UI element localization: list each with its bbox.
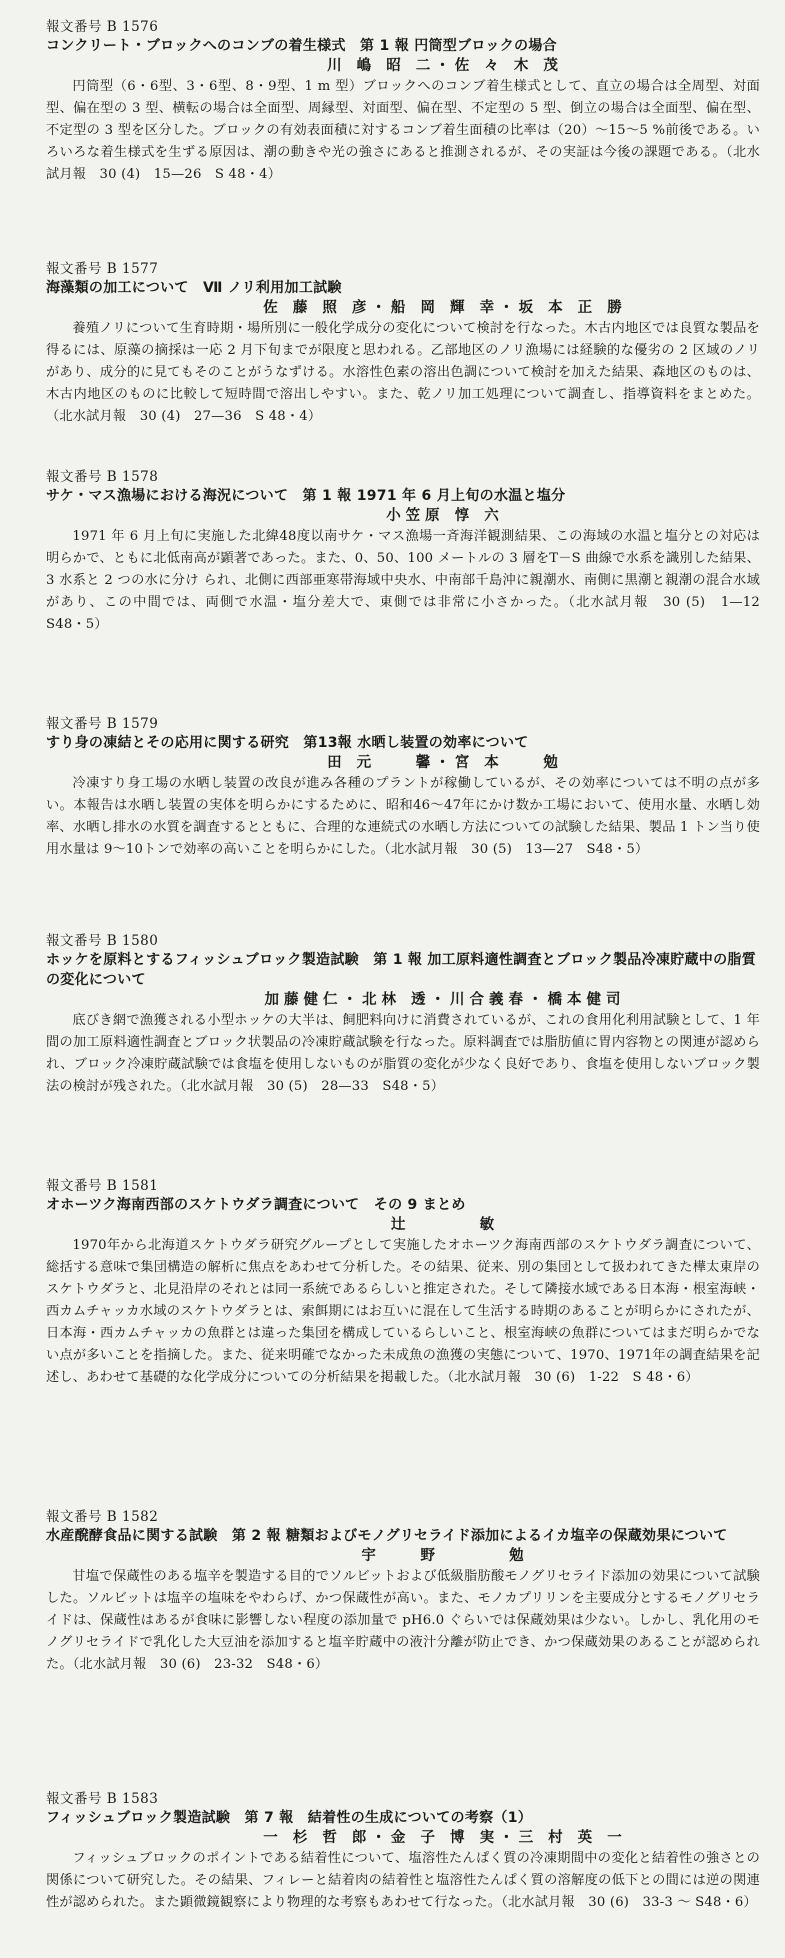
report-number: 報文番号 B 1577 [46, 261, 159, 277]
report-title: 水産醗酵食品に関する試験 第 2 報 糖類およびモノグリセライド添加によるイカ塩辛の保蔵効果について [46, 1528, 728, 1544]
entry-b1580 [40, 932, 760, 1098]
report-authors: 川 嶋 昭 二・佐 々 木 茂 [327, 58, 563, 74]
report-authors: 佐 藤 照 彦・船 岡 輝 幸・坂 本 正 勝 [263, 300, 627, 316]
entry-b1581 [40, 1177, 760, 1389]
report-number: 報文番号 B 1579 [46, 716, 159, 732]
entry-b1583 [40, 1790, 760, 1914]
report-title: ホッケを原料とするフィッシュブロック製造試験 第 1 報 加工原料適性調査とブロック製品冷凍貯蔵中の脂質の変化について [46, 952, 756, 988]
report-abstract: 養殖ノリについて生育時期・場所別に一般化学成分の変化について検討を行なった。木古内地区では良質な製品を得るには、原藻の摘採は一応 2 月下旬までが限度と思われる。乙部地区のノリ漁場には経験的な優劣の 2 区域のノリがあり、成分的に見てもそのことがうなずける。水溶性色素の溶出色調について検討を加えた結果、森地区のものは、木古内地区のものに比較して短時間で溶出しやすい。また、乾ノリ加工処理について調査し、指導資料をまとめた。（北水試月報 30 (4) 27—36 S 48・4） [46, 321, 760, 424]
report-number: 報文番号 B 1578 [46, 469, 159, 485]
report-authors: 宇 野 勉 [361, 1548, 529, 1564]
report-title: コンクリート・ブロックへのコンブの着生様式 第 1 報 円筒型ブロックの場合 [46, 38, 557, 54]
report-abstract: 1970年から北海道スケトウダラ研究グループとして実施したオホーツク海南西部のスケトウダラ調査について、総括する意味で集団構造の解析に焦点をあわせて分析した。その結果、従来、別の集団として扱われてきた樺太東岸のスケトウダラと、北見沿岸のそれとは同一系統であるらしいと推定された。そして隣接水域である日本海・根室海峡・西カムチャッカ水域のスケトウダラとは、索餌期にはお互いに混在して生活する時期のあることが明らかにされたが、日本海・西カムチャッカの魚群とは違った集団を構成しているらしいこと、根室海峡の魚群についてはまだ明らかでない点が多いことを指摘した。また、従来明確でなかった未成魚の漁獲の実態について、1970、1971年の調査結果を記述し、あわせて基礎的な化学成分についての分析結果を掲載した。（北水試月報 30 (6) 1-22 S 48・6） [46, 1238, 760, 1385]
report-authors: 一 杉 哲 郎・金 子 博 実・三 村 英 一 [263, 1830, 627, 1846]
report-abstract: 底びき網で漁獲される小型ホッケの大半は、飼肥料向けに消費されているが、これの食用化利用試験として、1 年間の加工原料適性調査とブロック状製品の冷凍貯蔵試験を行なった。原料調査では脂肪値に胃内容物との関連が認められ、ブロック冷凍貯蔵試験では食塩を使用しないものが脂質の変化が少なく良好であり、食塩を使用しないブロック製法の検討が残された。（北水試月報 30 (5) 28—33 S48・5） [46, 1013, 760, 1094]
report-number: 報文番号 B 1576 [46, 19, 159, 35]
report-abstract: 1971 年 6 月上旬に実施した北緯48度以南サケ・マス漁場一斉海洋観測結果、この海域の水温と塩分との対応は明らかで、ともに北低南高が顕著であった。また、0、50、100 メートルの 3 層をT－S 曲線で水系を識別した結果、3 水系と 2 つの水に分け られ、北側に西部亜寒帯海域中央水、中南部千島沖に親潮水、南側に黒潮と親潮の混合水域があり、この中間では、両側で水温・塩分差大で、東側では非常に小さかった。（北水試月報 30 (5) 1—12 S48・5） [46, 529, 774, 632]
entry-b1582 [40, 1508, 760, 1676]
report-title: 海藻類の加工について Ⅶ ノリ利用加工試験 [46, 280, 342, 296]
report-abstract: フィッシュブロックのポイントである結着性について、塩溶性たんぱく質の冷凍期間中の変化と結着性の強さとの関係について研究した。その結果、フィレーと結着肉の結着性と塩溶性たんぱく質の溶解度の低下との間には逆の関連性が認められた。また顕微鏡観察により物理的な考察もあわせて行なった。（北水試月報 30 (6) 33-3 〜 S48・6） [46, 1851, 760, 1910]
report-authors: 加藤健仁・北林 透・川合義春・橋本健司 [264, 992, 626, 1008]
report-authors: 辻 敏 [390, 1217, 500, 1233]
report-title: すり身の凍結とその応用に関する研究 第13報 水晒し装置の効率について [46, 735, 529, 751]
report-title: フィッシュブロック製造試験 第 7 報 結着性の生成についての考察（1） [46, 1810, 533, 1826]
report-number: 報文番号 B 1582 [46, 1509, 159, 1525]
report-title: サケ・マス漁場における海況について 第 1 報 1971 年 6 月上旬の水温と塩分 [46, 488, 566, 504]
entry-b1579 [40, 715, 760, 861]
report-number: 報文番号 B 1580 [46, 933, 159, 949]
report-authors: 田 元 馨・宮 本 勉 [327, 755, 563, 771]
entry-b1576 [40, 18, 760, 186]
report-abstract: 円筒型（6・6型、3・6型、8・9型、1 m 型）ブロックへのコンブ着生様式として、直立の場合は全周型、対面型、偏在型の 3 型、横転の場合は全面型、周縁型、対面型、偏在型、不定型の 5 型、倒立の場合は全面型、偏在型、不定型の 3 型を区分した。ブロックの有効表面積に対するコンブ着生面積の比率は（20）〜15〜5 %前後である。いろいろな着生様式を生ずる原因は、潮の動きや光の強さにあると推測されるが、その実証は今後の課題である。（北水試月報 30 (4) 15—26 S 48・4） [46, 79, 760, 182]
report-title: オホーツク海南西部のスケトウダラ調査について その 9 まとめ [46, 1197, 466, 1213]
report-authors: 小笠原 惇 六 [386, 508, 504, 524]
report-abstract: 冷凍すり身工場の水晒し装置の改良が進み各種のプラントが稼働しているが、その効率については不明の点が多い。本報告は水晒し装置の実体を明らかにするために、昭和46〜47年にかけ数か工場において、使用水量、水晒し効率、水晒し排水の水質を調査するとともに、合理的な連続式の水晒し方法についての試験した結果、製品 1 トン当り使用水量は 9〜10トンで効率の高いことを明らかにした。（北水試月報 30 (5) 13—27 S48・5） [46, 776, 760, 857]
report-number: 報文番号 B 1583 [46, 1791, 159, 1807]
report-abstract: 甘塩で保蔵性のある塩辛を製造する目的でソルビットおよび低級脂肪酸モノグリセライド添加の効果について試験した。ソルビットは塩辛の塩味をやわらげ、かつ保蔵性が高い。また、モノカプリリンを主要成分とするモノグリセライドは、保蔵性はあるが食味に影響しない程度の添加量で pH6.0 ぐらいでは保蔵効果は少ない。しかし、乳化用のモノグリセライドで乳化した大豆油を添加すると塩辛貯蔵中の液汁分離が防止でき、かつ保蔵効果のあることが認められた。（北水試月報 30 (6) 23-32 S48・6） [46, 1569, 760, 1672]
entry-b1577 [40, 260, 760, 428]
report-number: 報文番号 B 1581 [46, 1178, 159, 1194]
entry-b1578 [40, 468, 774, 636]
